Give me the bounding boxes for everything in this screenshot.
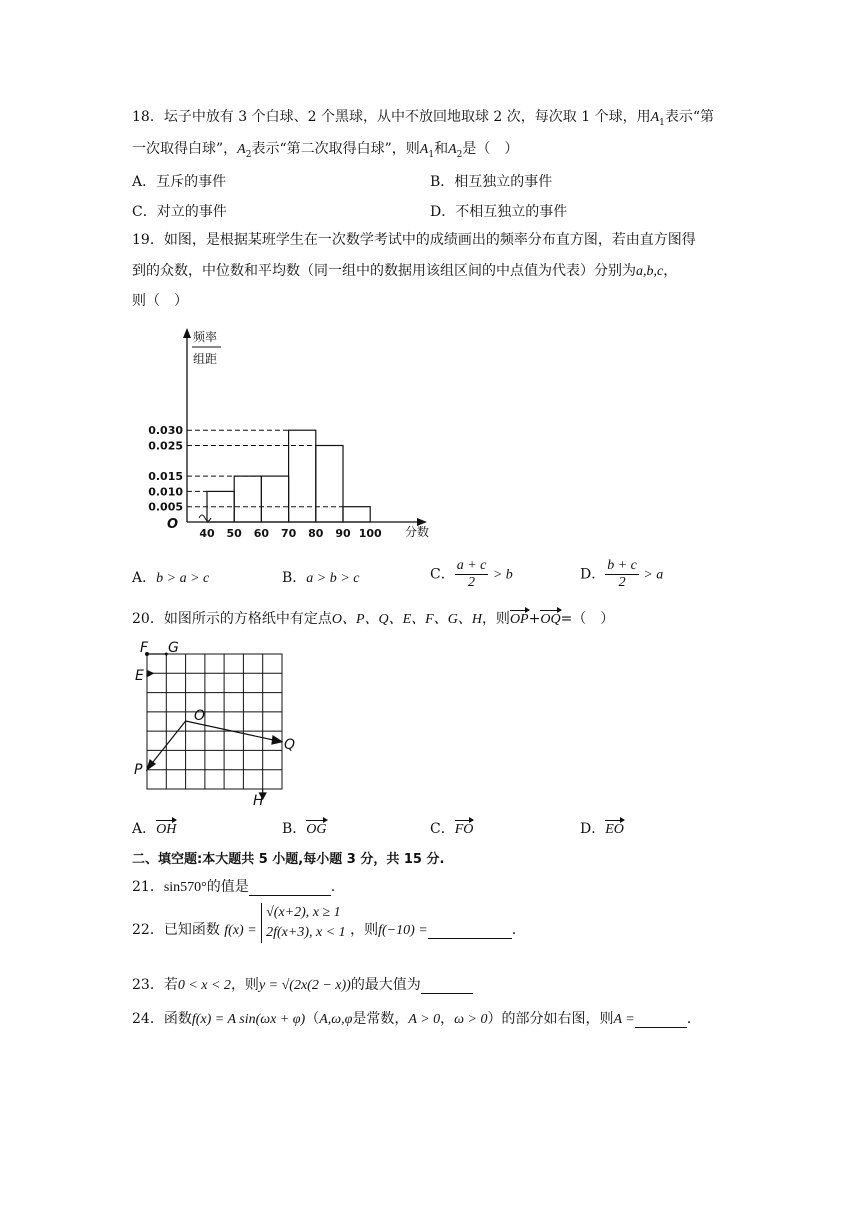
q20-option-a[interactable]: A．OH [132,821,177,837]
histogram-bar-3 [289,430,316,522]
q19-option-c[interactable]: C． $\frac{a + c}{2}$ > b [430,558,513,590]
origin-label: O [167,517,179,532]
q22-answer-blank[interactable] [428,922,512,939]
q24: 24．函数f(x) = A sin(ωx + φ)（A,ω,φ是常数，A > 0，ω > 0）的部分如右图，则A = . [132,1011,692,1027]
q18-line2: 一次取得白球”，$A_2$表示“第二次取得白球”，则$A_1$和$A_2$是（ ） [132,141,519,160]
q19-line2: 到的众数，中位数和平均数（同一组中的数据用该组区间的中点值为代表）分别为a,b,c， [132,263,678,279]
y-tick-label-4: 0.005 [148,500,183,514]
point-label-f: F [140,640,149,656]
y-axis-label-bottom: 组距 [193,352,218,366]
histogram-bar-2 [261,476,288,522]
q18-option-b[interactable]: B．相互独立的事件 [430,174,553,190]
x-tick-label-2: 60 [253,527,270,540]
q18-option-d[interactable]: D．不相互独立的事件 [430,204,568,220]
histogram-bar-5 [343,507,370,522]
point-label-e: E [135,668,144,684]
frequency-histogram [125,325,435,545]
y-axis-arrow [183,328,191,338]
x-tick-label-0: 40 [199,527,215,540]
y-tick-label-0: 0.030 [148,424,183,438]
q19-option-a[interactable]: A．b > a > c [132,570,210,586]
x-tick-label-3: 70 [280,527,297,540]
x-tick-label-1: 50 [226,527,242,540]
point-label-p: P [134,762,143,778]
y-tick-label-1: 0.025 [148,439,183,453]
x-tick-label-4: 80 [308,527,324,540]
x-tick-label-5: 90 [335,527,351,540]
section-heading: 二、填空题:本大题共 5 小题,每小题 3 分，共 15 分. [132,852,445,867]
q23-answer-blank[interactable] [421,977,473,994]
x-axis-label: 分数 [405,525,430,539]
histogram-bar-1 [234,476,261,522]
q23: 23．若0 < x < 2，则y = √(2x(2 − x))的最大值为 [132,974,473,994]
q22: 22．已知函数 f(x) = √(x+2), x ≥ 1 2f(x+3), x < 1 ，则f(−10) = . [132,917,516,943]
point-label-q: Q [284,737,296,753]
x-tick-label-6: 100 [358,527,382,540]
point-label-g: G [168,640,179,656]
q19-line1: 19．如图，是根据某班学生在一次数学考试中的成绩画出的频率分布直方图，若由直方图得 [132,232,696,248]
q24-answer-blank[interactable] [635,1011,687,1028]
q19-line3: 则（ ） [132,293,188,309]
y-tick-label-3: 0.010 [148,485,183,499]
grid-paper-figure [128,636,308,811]
point-label-o: O [194,708,206,724]
q19-option-b[interactable]: B．a > b > c [282,570,360,586]
q21-answer-blank[interactable] [249,879,331,896]
point-label-h: H [253,793,264,809]
q18-line1: 18．坛子中放有 3 个白球、2 个黑球，从中不放回地取球 2 次，每次取 1 个球，用$A_1$表示“第 [132,109,715,128]
histogram-bar-4 [316,446,343,523]
q20-option-c[interactable]: C．FO [430,821,474,837]
q19-option-d[interactable]: D． $\frac{b + c}{2}$ > a [580,558,664,590]
axis-break [199,515,211,521]
q18-option-a[interactable]: A．互斥的事件 [132,174,227,190]
q20-line: 20．如图所示的方格纸中有定点O、P、Q、E、F、G、H，则OP+OQ=（ ） [132,611,615,627]
q20-option-b[interactable]: B．OG [282,821,327,837]
y-tick-label-2: 0.015 [148,470,183,484]
q21: 21．sin570°的值是 . [132,879,336,895]
q20-option-d[interactable]: D．EO [580,821,624,837]
q18-option-c[interactable]: C．对立的事件 [132,204,227,220]
y-axis-label-top: 频率 [193,330,218,344]
